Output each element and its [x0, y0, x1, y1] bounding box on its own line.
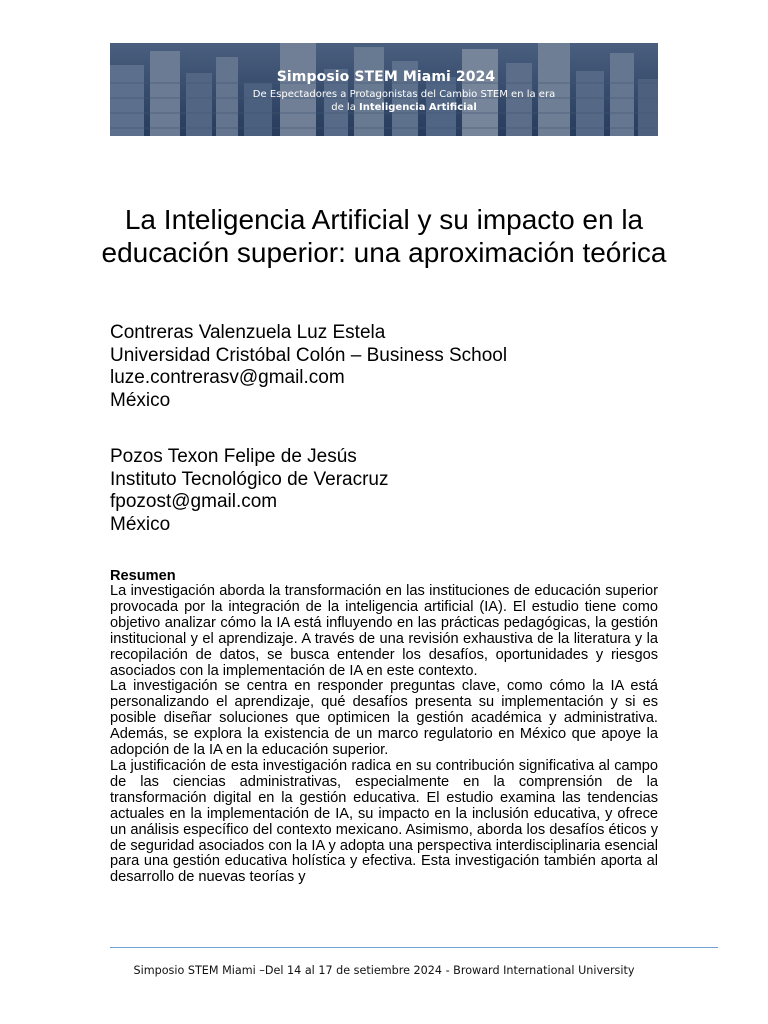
- author-institution: Universidad Cristóbal Colón – Business School: [110, 344, 508, 366]
- abstract-paragraph: La investigación aborda la transformación en las instituciones de educación superior provocada por la integración de la inteligencia artificial (IA). El estudio tiene como objetivo analizar cómo la IA está influyendo en las prácticas pedagógicas, la gestión institucional y el aprendizaje. A través de una revisión exhaustiva de la literatura y la recopilación de datos, se busca entender los desafíos, oportunidades y riesgos asociados con la implementación de IA en este contexto.: [110, 583, 658, 679]
- author-name: Contreras Valenzuela Luz Estela: [110, 322, 386, 343]
- page-footer: Simposio STEM Miami –Del 14 al 17 de setiembre 2024 - Broward International University: [133, 964, 635, 977]
- author-institution: Instituto Tecnológico de Veracruz: [110, 468, 389, 490]
- author-email: luze.contrerasv@gmail.com: [110, 367, 345, 388]
- abstract-paragraph: La investigación se centra en responder preguntas clave, como cómo la IA está personalizando el aprendizaje, qué desafíos presenta su implementación y si es posible diseñar soluciones que optimicen la gestión académica y administrativa. Además, se explora la existencia de un marco regulatorio en México que apoye la adopción de la IA en la educación superior.: [110, 678, 658, 759]
- author-name: Pozos Texon Felipe de Jesús: [110, 446, 357, 467]
- abstract-paragraph: La justificación de esta investigación radica en su contribución significativa al campo de las ciencias administrativas, especialmente en la comprensión de la transformación digital en la gestión educativa. El estudio examina las tendencias actuales en la implementación de IA, su impacto en la inclusión educativa, y ofrece un análisis específico del contexto mexicano. Asimismo, aborda los desafíos éticos y de seguridad asociados con la IA y adopta una perspectiva interdisciplinaria esencial para una gestión educativa holística y efectiva. Esta investigación también aporta al desarrollo de nuevas teorías y: [110, 757, 658, 886]
- author-block: [110, 322, 507, 412]
- banner-subtitle: De Espectadores a Protagonistas del Cambio STEM en la era de la Inteligencia Artificial: [252, 89, 556, 113]
- author-email: fpozost@gmail.com: [110, 491, 278, 512]
- header-banner: [110, 43, 658, 136]
- abstract-section: [110, 568, 658, 886]
- author-block: [110, 446, 389, 536]
- author-country: México: [110, 513, 171, 535]
- paper-title: La Inteligencia Artificial y su impacto en la educación superior: una aproximación teórica: [101, 204, 667, 268]
- banner-title: Simposio STEM Miami 2024: [276, 69, 496, 85]
- abstract-heading: Resumen: [110, 568, 176, 584]
- footer-divider: [110, 947, 718, 948]
- author-country: México: [110, 389, 171, 411]
